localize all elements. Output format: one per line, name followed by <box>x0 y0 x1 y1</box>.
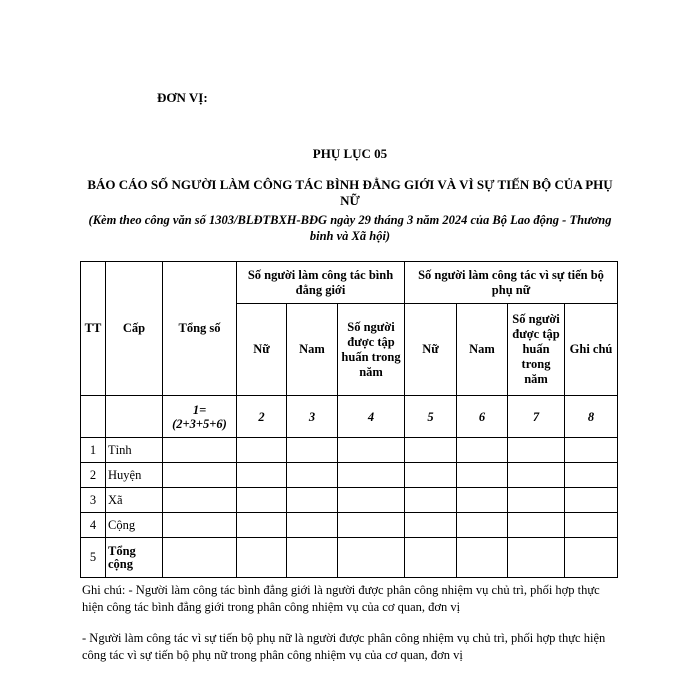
data-cell[interactable] <box>338 513 405 538</box>
data-cell[interactable] <box>163 463 237 488</box>
appendix-label: PHỤ LỤC 05 <box>312 146 388 161</box>
table-row <box>81 438 618 463</box>
report-title: BÁO CÁO SỐ NGƯỜI LÀM CÔNG TÁC BÌNH ĐẲNG GIỚI VÀ VÌ SỰ TIẾN BỘ CỦA PHỤ NỮ <box>87 177 613 208</box>
row-cap: Xã <box>106 488 163 513</box>
data-cell[interactable] <box>338 463 405 488</box>
index-cell-6: 6 <box>457 396 508 438</box>
table-row <box>81 538 618 578</box>
header-male-2: Nam <box>457 304 508 396</box>
data-cell[interactable] <box>163 538 237 578</box>
header-trained-1: Số người được tập huấn trong năm <box>338 304 405 396</box>
note-women-advancement: - Người làm công tác vì sự tiến bộ phụ nữ là người được phân công nhiệm vụ chủ trì, phối hợp thực hiện công tác vì sự tiến bộ phụ nữ trong phân công nhiệm vụ của cơ quan, đơn vị <box>82 631 606 662</box>
data-cell[interactable] <box>237 463 287 488</box>
data-cell[interactable] <box>287 438 338 463</box>
data-cell[interactable] <box>565 538 618 578</box>
header-tt: TT <box>81 262 106 396</box>
row-tt: 5 <box>81 538 106 578</box>
data-cell[interactable] <box>405 488 457 513</box>
row-tt: 4 <box>81 513 106 538</box>
data-cell[interactable] <box>287 463 338 488</box>
data-cell[interactable] <box>565 463 618 488</box>
data-cell[interactable] <box>508 488 565 513</box>
data-cell[interactable] <box>405 438 457 463</box>
row-cap: Tổng cộng <box>106 538 163 578</box>
data-cell[interactable] <box>287 538 338 578</box>
report-subtitle: (Kèm theo công văn số 1303/BLĐTBXH-BĐG ngày 29 tháng 3 năm 2024 của Bộ Lao động - Thương binh và Xã hội) <box>88 213 612 243</box>
data-cell[interactable] <box>237 538 287 578</box>
table-row <box>81 513 618 538</box>
header-cap: Cấp <box>106 262 163 396</box>
index-cell-2: 2 <box>237 396 287 438</box>
data-cell[interactable] <box>565 488 618 513</box>
row-cap: Huyện <box>106 463 163 488</box>
data-cell[interactable] <box>338 438 405 463</box>
index-row <box>81 396 618 438</box>
header-note: Ghi chú <box>565 304 618 396</box>
header-group-women-advancement: Số người làm công tác vì sự tiến bộ phụ nữ <box>405 262 618 304</box>
data-cell[interactable] <box>163 488 237 513</box>
index-cell-empty <box>81 396 106 438</box>
index-cell-3: 3 <box>287 396 338 438</box>
data-cell[interactable] <box>237 513 287 538</box>
data-cell[interactable] <box>457 488 508 513</box>
data-cell[interactable] <box>405 513 457 538</box>
row-tt: 1 <box>81 438 106 463</box>
data-cell[interactable] <box>565 513 618 538</box>
note-gender-equality: Ghi chú: - Người làm công tác bình đẳng giới là người được phân công nhiệm vụ chủ trì, phối hợp thực hiện công tác bình đẳng giới trong phân công nhiệm vụ của cơ quan, đơn vị <box>82 583 600 614</box>
data-cell[interactable] <box>287 513 338 538</box>
index-cell-empty <box>106 396 163 438</box>
data-cell[interactable] <box>338 538 405 578</box>
header-female-1: Nữ <box>237 304 287 396</box>
data-cell[interactable] <box>457 438 508 463</box>
data-cell[interactable] <box>508 438 565 463</box>
data-cell[interactable] <box>457 538 508 578</box>
data-cell[interactable] <box>338 488 405 513</box>
report-table <box>80 261 618 578</box>
data-cell[interactable] <box>287 488 338 513</box>
header-group-gender-equality: Số người làm công tác bình đẳng giới <box>237 262 405 304</box>
data-cell[interactable] <box>237 438 287 463</box>
header-total: Tổng số <box>163 262 237 396</box>
index-cell-4: 4 <box>338 396 405 438</box>
data-cell[interactable] <box>237 488 287 513</box>
index-cell-7: 7 <box>508 396 565 438</box>
data-cell[interactable] <box>457 463 508 488</box>
header-female-2: Nữ <box>405 304 457 396</box>
notes-section <box>82 582 612 678</box>
data-cell[interactable] <box>163 438 237 463</box>
header-trained-2: Số người được tập huấn trong năm <box>508 304 565 396</box>
data-cell[interactable] <box>405 463 457 488</box>
row-tt: 3 <box>81 488 106 513</box>
index-cell-5: 5 <box>405 396 457 438</box>
index-cell-8: 8 <box>565 396 618 438</box>
data-cell[interactable] <box>508 513 565 538</box>
header-male-1: Nam <box>287 304 338 396</box>
data-cell[interactable] <box>457 513 508 538</box>
row-cap: Cộng <box>106 513 163 538</box>
data-cell[interactable] <box>565 438 618 463</box>
data-cell[interactable] <box>405 538 457 578</box>
data-cell[interactable] <box>508 463 565 488</box>
data-cell[interactable] <box>508 538 565 578</box>
data-cell[interactable] <box>163 513 237 538</box>
table-row <box>81 463 618 488</box>
row-tt: 2 <box>81 463 106 488</box>
row-cap: Tỉnh <box>106 438 163 463</box>
index-cell-1: 1= (2+3+5+6) <box>163 396 237 438</box>
table-row <box>81 488 618 513</box>
unit-label: ĐƠN VỊ: <box>157 90 208 105</box>
